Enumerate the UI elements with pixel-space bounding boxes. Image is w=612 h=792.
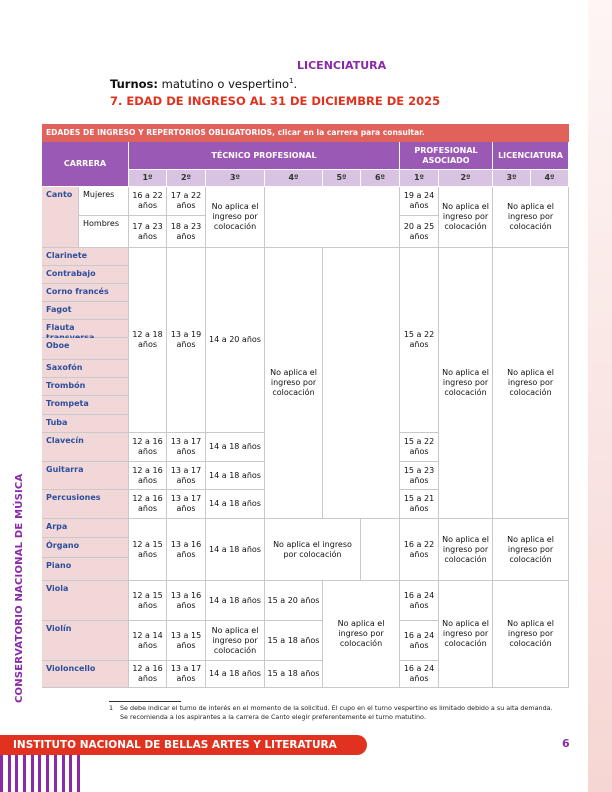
age-cell: 15 a 18 años [265,661,323,688]
age-cell: 16 a 22 años [400,519,439,581]
na-cell: No aplica el ingreso por colocación [439,187,493,248]
age-cell: 13 a 16 años [167,519,206,581]
col-header-carrera: CARRERA [42,142,129,187]
age-cell: 14 a 18 años [206,519,265,581]
age-cell: 15 a 18 años [265,621,323,661]
age-cell: 16 a 24 años [400,581,439,621]
table-caption-link[interactable]: EDADES DE INGRESO Y REPERTORIOS OBLIGATORIOS, clicar en la carrera para consultar. [42,124,569,142]
grade-header: 3º [206,170,265,187]
grade-header: 1º [400,170,439,187]
group-header-asociado: PROFESIONAL ASOCIADO [400,142,493,170]
na-cell: No aplica el ingreso por colocación [493,581,569,688]
career-link-oboe[interactable]: Oboe [42,338,129,360]
empty-cell [361,519,400,581]
age-cell: 12 a 15 años [129,519,167,581]
age-cell: 13 a 17 años [167,462,206,490]
na-cell: No aplica el ingreso por colocación [493,248,569,519]
turnos-end: . [293,77,298,91]
age-cell: 15 a 23 años [400,462,439,490]
age-cell: 20 a 25 años [400,216,439,248]
age-cell: 14 a 18 años [206,661,265,688]
age-cell: 17 a 22 años [167,187,206,216]
decorative-stripes [0,755,86,792]
age-cell: 12 a 18 años [129,248,167,433]
age-cell: 12 a 16 años [129,661,167,688]
na-cell: No aplica el ingreso por colocación [439,581,493,688]
age-cell: 19 a 24 años [400,187,439,216]
age-cell: 12 a 14 años [129,621,167,661]
age-cell: 14 a 20 años [206,248,265,433]
career-link-corno-frances[interactable]: Corno francés [42,284,129,302]
na-cell: No aplica el ingreso por colocación [439,248,493,519]
side-label: CONSERVATORIO NACIONAL DE MÚSICA [14,473,25,703]
na-cell: No aplica el ingreso por colocación [265,248,323,519]
turnos-value: matutino o vespertino [157,77,290,91]
grade-header: 4º [531,170,569,187]
age-cell: 13 a 17 años [167,490,206,519]
age-cell: 15 a 22 años [400,248,439,433]
footnote-text: Se debe indicar el turno de interés en el momento de la solicitud. El cupo en el turno vespertino es limitado debido a su alta demanda. Se recomienda a los aspirantes a la carrera de Canto elegir preferentemente el turno matutino. [120,704,553,721]
section-title: 7. EDAD DE INGRESO AL 31 DE DICIEMBRE DE 2025 [110,94,441,108]
career-link-percusiones[interactable]: Percusiones [42,490,129,519]
age-cell: 16 a 24 años [400,661,439,688]
age-cell: 13 a 17 años [167,433,206,462]
page-number: 6 [562,737,570,750]
decorative-side-strip [588,0,612,792]
career-link-trompeta[interactable]: Trompeta [42,396,129,415]
footnote-divider [109,701,181,702]
age-cell: 12 a 16 años [129,433,167,462]
grade-header: 5º [323,170,361,187]
career-link-piano[interactable]: Piano [42,558,129,581]
career-link-flauta-transversa[interactable]: Flauta [42,320,129,338]
age-cell: 12 a 15 años [129,581,167,621]
level-label: LICENCIATURA [297,59,387,72]
na-cell: No aplica el ingreso por colocación [493,519,569,581]
group-header-licenciatura: LICENCIATURA [493,142,569,170]
footnote-number: 1 [109,704,114,712]
grade-header: 2º [167,170,206,187]
na-cell: No aplica el ingreso por colocación [493,187,569,248]
sex-label-hombres: Hombres [79,216,129,248]
career-link-violin[interactable]: Violín [42,621,129,661]
turnos-line [110,77,297,91]
age-cell: 15 a 20 años [265,581,323,621]
na-cell: No aplica el ingreso por colocación [323,581,400,688]
career-link-saxofon[interactable]: Saxofón [42,360,129,378]
career-link-arpa[interactable]: Arpa [42,519,129,538]
footnote-mark[interactable]: 1 [289,77,294,86]
grade-header: 1º [129,170,167,187]
career-link-fagot[interactable]: Fagot [42,302,129,320]
age-cell: 13 a 17 años [167,661,206,688]
age-cell: 14 a 18 años [206,490,265,519]
na-cell: No aplica el ingreso por colocación [206,187,265,248]
grade-header: 3º [493,170,531,187]
grade-header: 6º [361,170,400,187]
age-cell: 12 a 16 años [129,462,167,490]
age-cell: 16 a 24 años [400,621,439,661]
age-cell: 13 a 19 años [167,248,206,433]
career-link-organo[interactable]: Órgano [42,538,129,558]
age-cell: 15 a 21 años [400,490,439,519]
empty-cell [265,187,400,248]
career-link-tuba[interactable]: Tuba [42,415,129,433]
footer-institution: INSTITUTO NACIONAL DE BELLAS ARTES Y LITERATURA [13,739,337,751]
career-link-clavecin[interactable]: Clavecín [42,433,129,462]
footnote [109,704,559,722]
career-link-clarinete[interactable]: Clarinete [42,248,129,266]
age-cell: 15 a 22 años [400,433,439,462]
career-link-trombon[interactable]: Trombón [42,378,129,396]
career-link-violoncello[interactable]: Violoncello [42,661,129,688]
career-link-viola[interactable]: Viola [42,581,129,621]
age-cell: 16 a 22 años [129,187,167,216]
age-cell: 13 a 15 años [167,621,206,661]
na-cell: No aplica el ingreso por colocación [439,519,493,581]
career-link-guitarra[interactable]: Guitarra [42,462,129,490]
grade-header: 4º [265,170,323,187]
age-cell: 13 a 16 años [167,581,206,621]
age-cell: 14 a 18 años [206,581,265,621]
age-cell: 18 a 23 años [167,216,206,248]
age-cell: 14 a 18 años [206,433,265,462]
age-cell: 14 a 18 años [206,462,265,490]
age-cell: 12 a 16 años [129,490,167,519]
na-cell: No aplica el ingreso por colocación [206,621,265,661]
age-cell: 17 a 23 años [129,216,167,248]
group-header-tecnico: TÉCNICO PROFESIONAL [129,142,400,170]
career-link-contrabajo[interactable]: Contrabajo [42,266,129,284]
empty-cell [323,248,400,519]
turnos-label: Turnos: [110,77,158,91]
sex-label-mujeres: Mujeres [79,187,129,216]
grade-header: 2º [439,170,493,187]
career-link-canto[interactable]: Canto [42,187,79,248]
na-cell: No aplica el ingreso por colocación [265,519,361,581]
